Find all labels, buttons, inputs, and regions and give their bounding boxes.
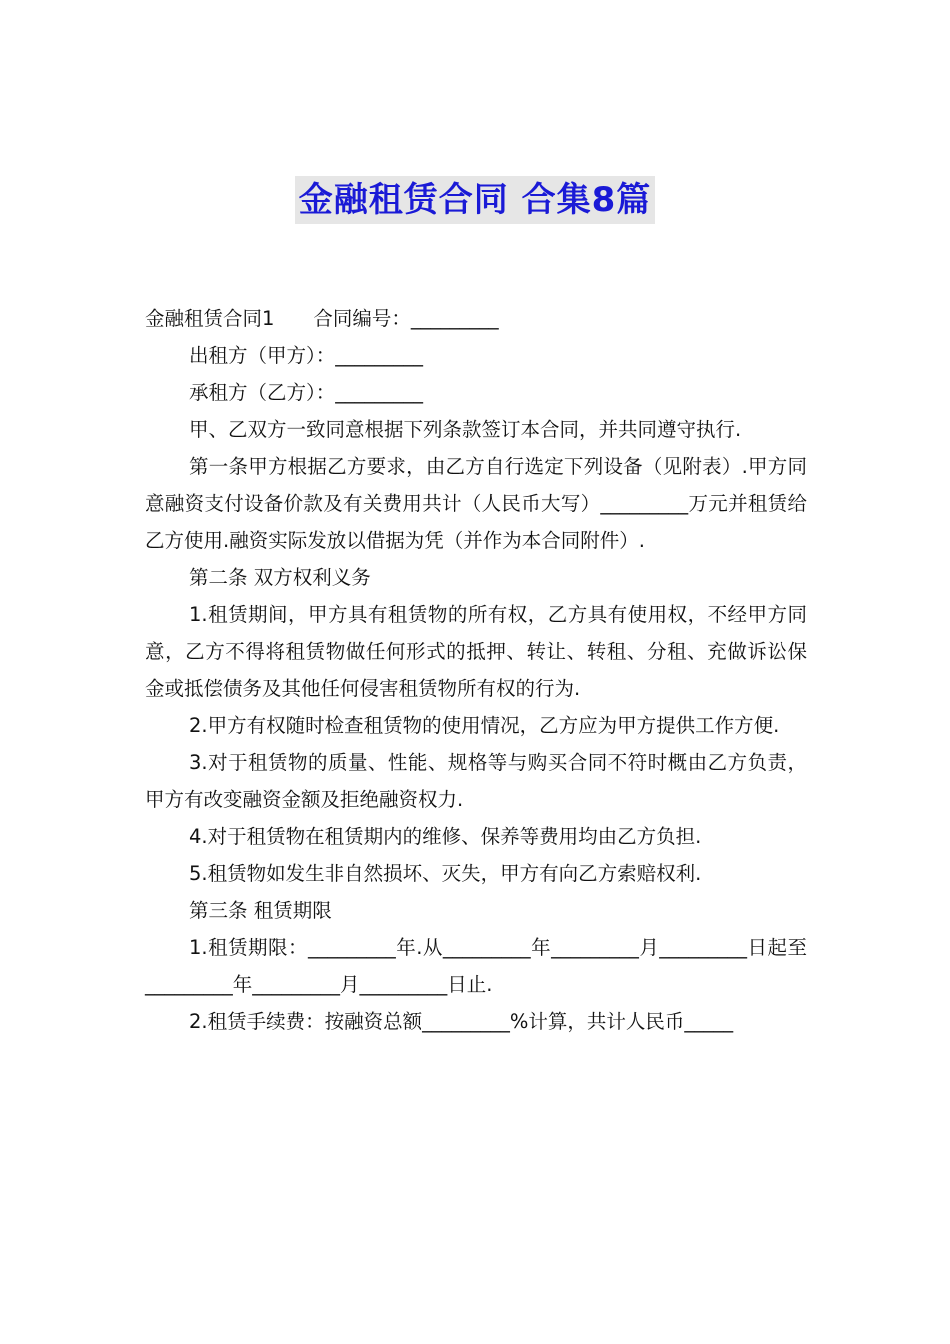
article-2-item-4: 4.对于租赁物在租赁期内的维修、保养等费用均由乙方负担. [189, 825, 702, 848]
agreement-paragraph: 甲、乙双方一致同意根据下列条款签订本合同，并共同遵守执行. [189, 418, 742, 441]
title-container [0, 176, 950, 224]
article-2-heading: 第二条 双方权利义务 [189, 566, 371, 589]
document-body [145, 300, 807, 1040]
article-3-heading: 第三条 租赁期限 [189, 899, 332, 922]
contract-number-line: 金融租赁合同1 合同编号：_________ [145, 307, 499, 330]
article-3-item-2: 2.租赁手续费：按融资总额_________%计算，共计人民币_____ [189, 1010, 734, 1033]
article-2-item-2: 2.甲方有权随时检查租赁物的使用情况，乙方应为甲方提供工作方便. [189, 714, 780, 737]
article-2-item-1: 1.租赁期间，甲方具有租赁物的所有权，乙方具有使用权，不经甲方同意，乙方不得将租赁物做任何形式的抵押、转让、转租、分租、充做诉讼保金或抵偿债务及其他任何侵害租赁物所有权的行为. [145, 603, 807, 700]
article-2-item-5: 5.租赁物如发生非自然损坏、灭失，甲方有向乙方索赔权利. [189, 862, 702, 885]
lessee-line: 承租方（乙方）：_________ [189, 381, 424, 404]
lessor-line: 出租方（甲方）：_________ [189, 344, 424, 367]
document-title: 金融租赁合同 合集8篇 [295, 176, 656, 224]
article-2-item-3: 3.对于租赁物的质量、性能、规格等与购买合同不符时概由乙方负责，甲方有改变融资金额及拒绝融资权力. [145, 751, 807, 811]
article-1: 第一条甲方根据乙方要求，由乙方自行选定下列设备（见附表）.甲方同意融资支付设备价款及有关费用共计（人民币大写）_________万元并租赁给乙方使用.融资实际发放以借据为凭（并作为本合同附件）. [145, 455, 807, 552]
article-3-item-1: 1.租赁期限：_________年.从_________年_________月_________日起至_________年_________月_________日止. [145, 936, 807, 996]
